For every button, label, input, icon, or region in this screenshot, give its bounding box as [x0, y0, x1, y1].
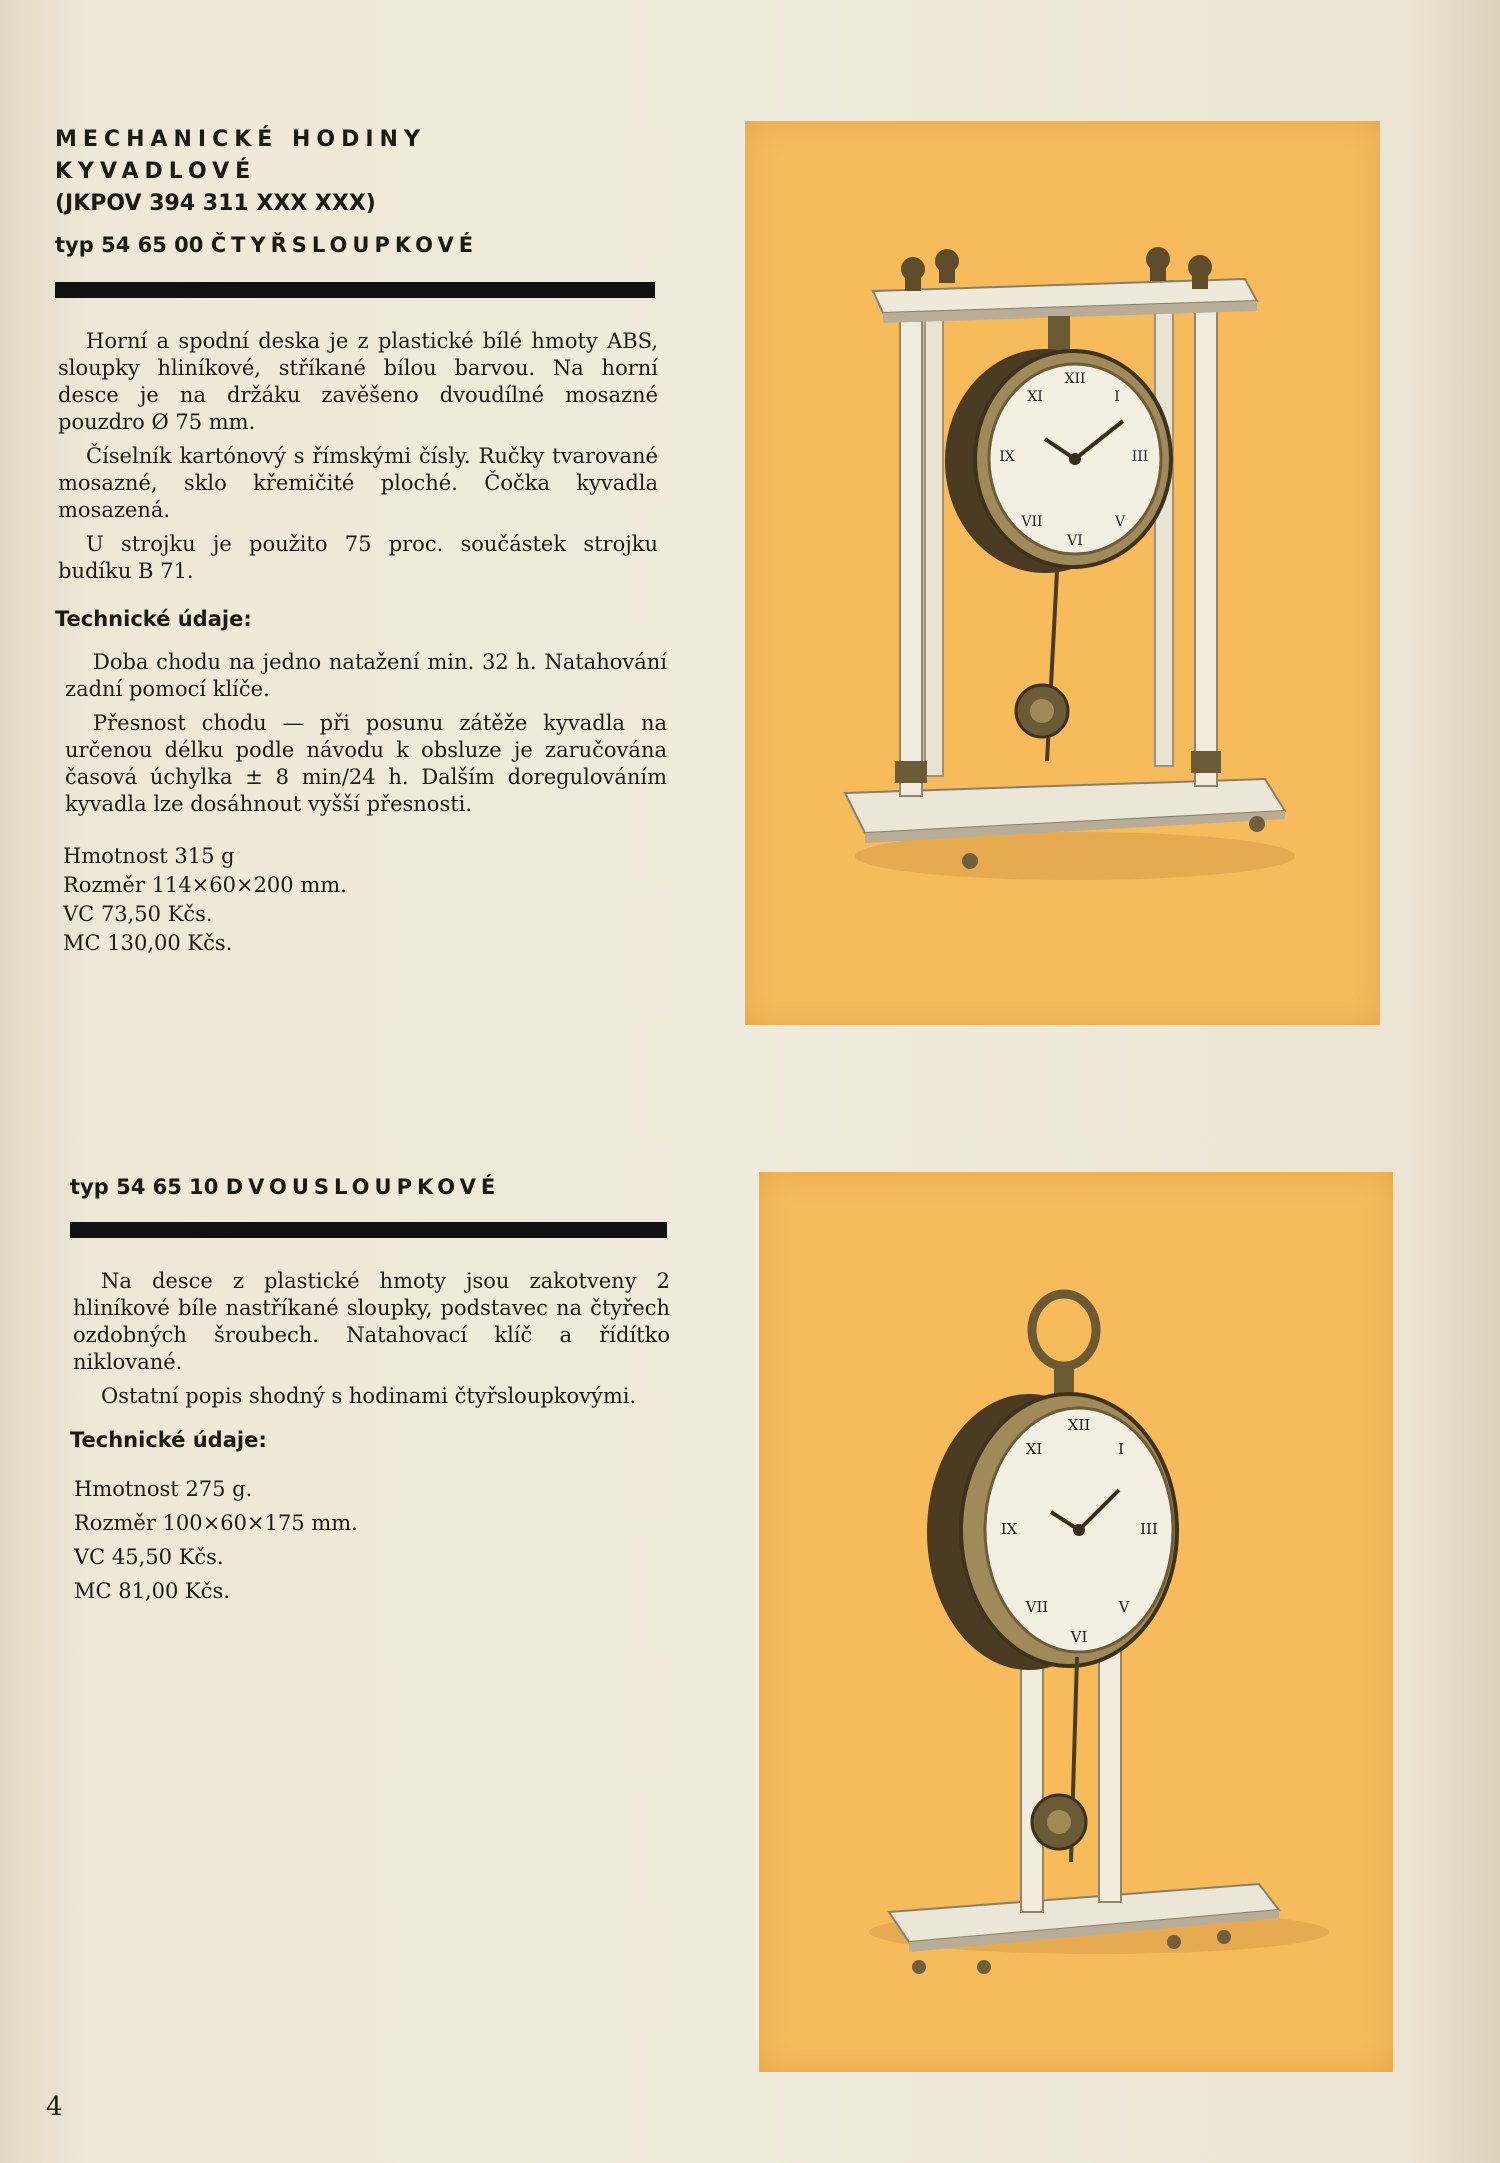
svg-text:I: I: [1114, 389, 1120, 405]
spec-wholesale-price: VC 73,50 Kčs.: [63, 902, 213, 926]
title-line-1: MECHANICKÉ HODINY: [55, 127, 426, 152]
photo-four-pillar-clock: [745, 121, 1380, 1025]
technical-data-heading: Technické údaje:: [55, 607, 252, 631]
svg-text:VI: VI: [1067, 533, 1083, 549]
spec-dimensions: Rozměr 114×60×200 mm.: [63, 873, 347, 897]
description-paragraph: Na desce z plastické hmoty jsou zakotveny 2 hliníkové bíle nastříkané sloupky, podstavec na čtyřech ozdobných šroubech. Natahovací klíč a řídítko niklované.: [73, 1269, 670, 1374]
type-number: 54 65 10: [116, 1175, 219, 1199]
section-four-pillar: [55, 124, 667, 958]
type-prefix: typ: [55, 233, 94, 257]
technical-data-heading: Technické údaje:: [70, 1428, 267, 1452]
description-paragraph: Ostatní popis shodný s hodinami čtyřsloupkovými.: [101, 1384, 637, 1408]
spec-dimensions: Rozměr 100×60×175 mm.: [74, 1511, 358, 1535]
svg-text:XII: XII: [1067, 1416, 1091, 1434]
svg-text:III: III: [1140, 1520, 1158, 1538]
svg-text:III: III: [1131, 449, 1149, 465]
svg-text:I: I: [1118, 1440, 1124, 1458]
type-prefix: typ: [70, 1175, 109, 1199]
type-line: [70, 1172, 670, 1202]
description-paragraph: Číselník kartónový s římskými čísly. Ručky tvarované mosazné, sklo křemičité ploché. Čočka kyvadla mosazená.: [58, 444, 658, 522]
svg-text:VII: VII: [1025, 1598, 1049, 1616]
type-line: [55, 230, 657, 260]
section-two-pillar: [70, 1172, 670, 1608]
four-pillar-clock-image: [745, 121, 1380, 1025]
photo-two-pillar-clock: [759, 1172, 1393, 2072]
technical-paragraph: Přesnost chodu — při posunu zátěže kyvadla na určenou délku podle návodu k obsluze je zaručována časová úchylka ± 8 min/24 h. Dalším doregulováním kyvadla lze dosáhnout vyšší přesnosti.: [65, 711, 667, 816]
svg-text:XI: XI: [1025, 1440, 1043, 1458]
svg-text:VII: VII: [1021, 514, 1043, 530]
spec-weight: Hmotnost 315 g: [63, 844, 235, 868]
black-rule: [70, 1222, 667, 1238]
svg-text:IX: IX: [1000, 1520, 1018, 1538]
page-number: 4: [46, 2092, 63, 2122]
spec-retail-price: MC 130,00 Kčs.: [63, 931, 233, 955]
type-name: DVOUSLOUPKOVÉ: [225, 1175, 501, 1199]
svg-text:V: V: [1114, 514, 1126, 530]
two-pillar-clock-image: [759, 1172, 1393, 2072]
spec-wholesale-price: VC 45,50 Kčs.: [74, 1545, 224, 1569]
title-line-2: KYVADLOVÉ: [55, 159, 257, 184]
description-paragraph: Horní a spodní deska je z plastické bílé hmoty ABS, sloupky hliníkové, stříkané bílou barvou. Na horní desce je na držáku zavěšeno dvoudílné mosazné pouzdro Ø 75 mm.: [58, 329, 658, 434]
svg-text:IX: IX: [999, 449, 1015, 465]
svg-text:XI: XI: [1027, 389, 1043, 405]
spec-retail-price: MC 81,00 Kčs.: [74, 1579, 230, 1603]
svg-text:XII: XII: [1064, 371, 1086, 387]
spec-weight: Hmotnost 275 g.: [74, 1477, 253, 1501]
technical-paragraph: Doba chodu na jedno natažení min. 32 h. Natahování zadní pomocí klíče.: [65, 650, 667, 701]
jkpov-code: (JKPOV 394 311 XXX XXX): [55, 191, 376, 216]
description-paragraph: U strojku je použito 75 proc. součástek strojku budíku B 71.: [58, 532, 658, 583]
type-number: 54 65 00: [101, 233, 204, 257]
black-rule: [55, 282, 655, 298]
type-name: ČTYŘSLOUPKOVÉ: [210, 233, 479, 257]
svg-text:VI: VI: [1070, 1628, 1088, 1646]
svg-text:V: V: [1118, 1598, 1130, 1616]
